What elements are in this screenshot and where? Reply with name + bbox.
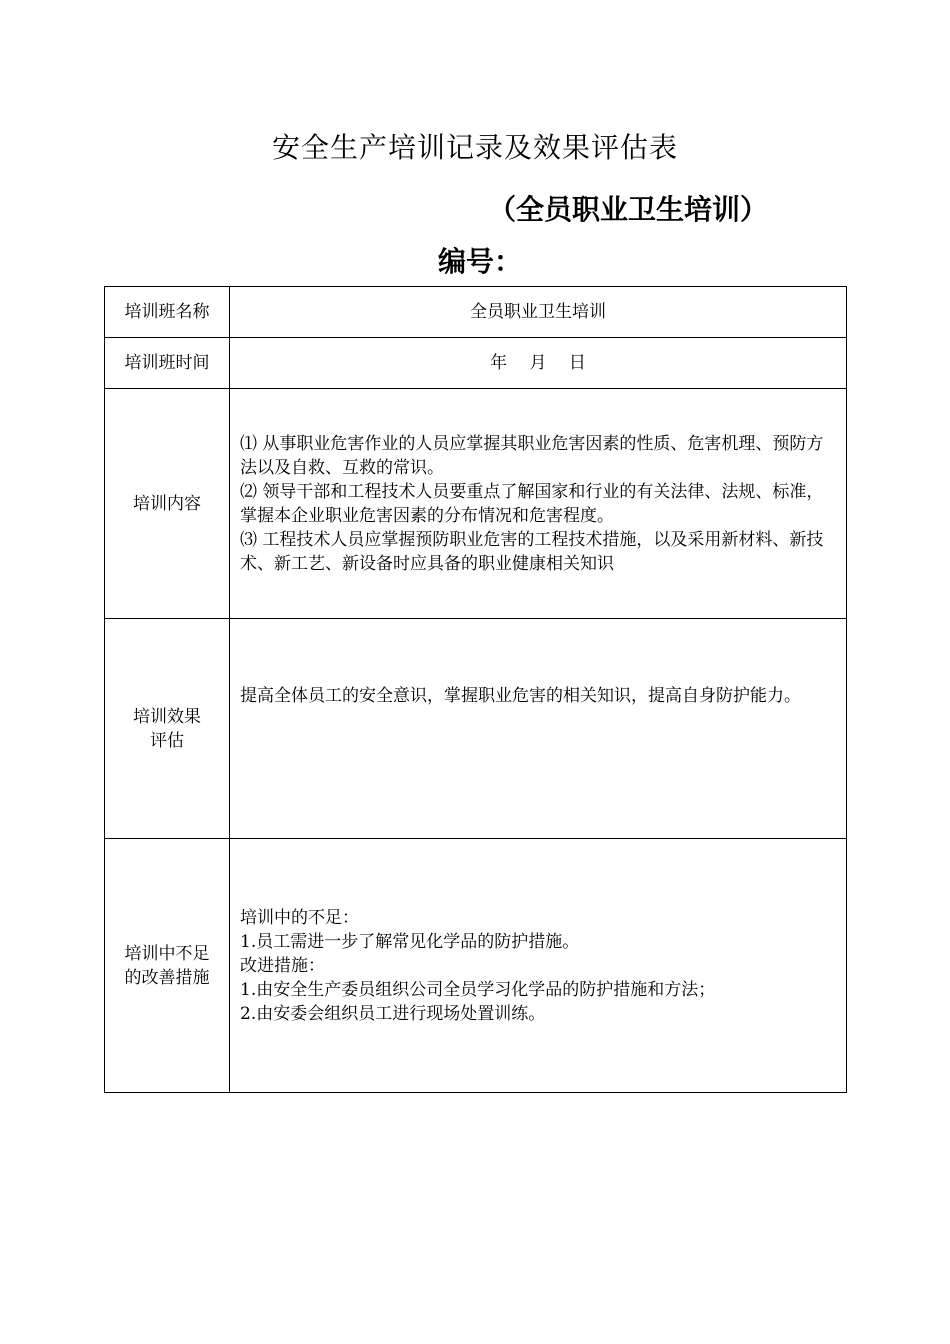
improvement-value — [230, 839, 847, 1093]
training-content-label: 培训内容 — [105, 389, 230, 619]
improvement-line-2: 1.员工需进一步了解常见化学品的防护措施。 — [240, 931, 580, 952]
evaluation-label-line-1: 培训效果 — [133, 706, 201, 727]
document-number-label: 编号： — [438, 245, 523, 278]
improvement-label — [105, 839, 230, 1093]
evaluation-text: 提高全体员工的安全意识，掌握职业危害的相关知识，提高自身防护能力。 — [240, 686, 801, 706]
content-item-1: ⑴ 从事职业危害作业的人员应掌握其职业危害因素的性质、危害机理、预防方法以及自救、互救的常识。 — [240, 433, 824, 478]
class-name-value: 全员职业卫生培训 — [230, 287, 847, 338]
improvement-label-line-2: 的改善措施 — [124, 967, 210, 988]
evaluation-label-line-2: 评估 — [150, 730, 184, 751]
improvement-label-line-1: 培训中不足 — [124, 943, 210, 964]
content-item-3: ⑶ 工程技术人员应掌握预防职业危害的工程技术措施，以及采用新材料、新技术、新工艺、新设备时应具备的职业健康相关知识 — [240, 529, 824, 574]
class-name-label: 培训班名称 — [105, 287, 230, 338]
improvement-line-1: 培训中的不足： — [240, 907, 359, 928]
improvement-line-5: 2.由安委会组织员工进行现场处置训练。 — [240, 1003, 546, 1024]
training-evaluation-value — [230, 619, 847, 839]
class-time-value: 年 月 日 — [230, 338, 847, 389]
content-item-2: ⑵ 领导干部和工程技术人员要重点了解国家和行业的有关法律、法规、标准，掌握本企业职业危害因素的分布情况和危害程度。 — [240, 481, 824, 526]
training-evaluation-label — [105, 619, 230, 839]
improvement-line-4: 1.由安全生产委员组织公司全员学习化学品的防护措施和方法； — [240, 979, 716, 1000]
training-content-value — [230, 389, 847, 619]
class-time-label: 培训班时间 — [105, 338, 230, 389]
row-class-name — [105, 287, 847, 338]
row-class-time — [105, 338, 847, 389]
row-training-evaluation — [105, 619, 847, 839]
page-subtitle: （全员职业卫生培训） — [488, 193, 769, 226]
page-title: 安全生产培训记录及效果评估表 — [271, 131, 678, 164]
improvement-line-3: 改进措施： — [240, 955, 325, 976]
training-record-table — [104, 286, 847, 1093]
row-improvement — [105, 839, 847, 1093]
row-training-content — [105, 389, 847, 619]
